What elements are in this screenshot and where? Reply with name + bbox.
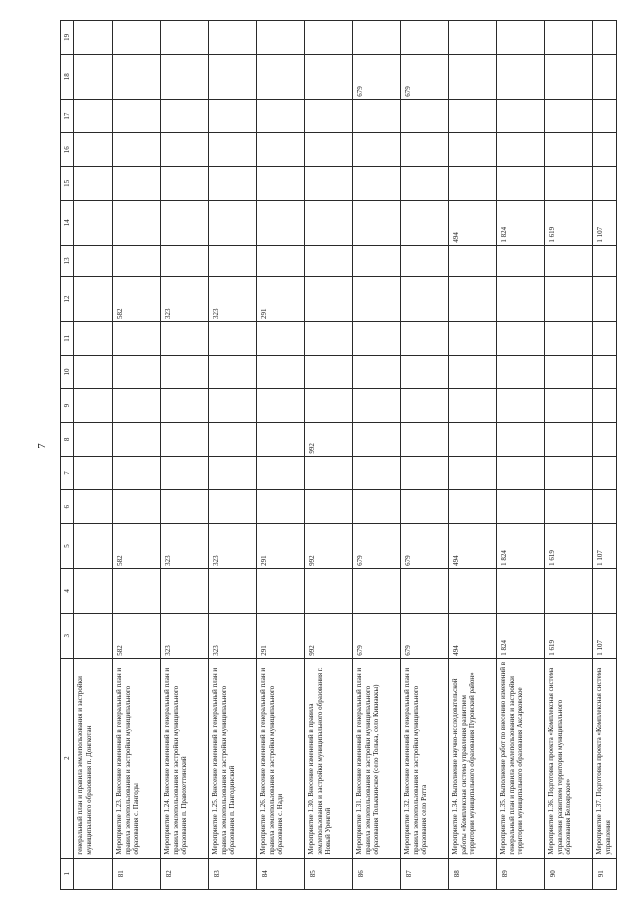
value-cell: 679 xyxy=(401,54,449,99)
value-cell xyxy=(305,277,353,322)
measure-description: Мероприятие 1.36. Подготовка проекта «Комплексная система управления развитием территории муниципального образования Белоярское» xyxy=(545,658,593,858)
value-cell: 992 xyxy=(305,524,353,569)
value-cell xyxy=(449,568,497,613)
value-cell xyxy=(497,490,545,524)
value-cell xyxy=(161,456,209,490)
value-cell xyxy=(353,423,401,457)
column-header: 18 xyxy=(61,54,74,99)
column-header: 1 xyxy=(61,858,74,889)
column-header: 17 xyxy=(61,99,74,133)
value-cell: 582 xyxy=(113,613,161,658)
column-header: 5 xyxy=(61,524,74,569)
value-cell xyxy=(257,133,305,167)
value-cell xyxy=(113,99,161,133)
value-cell xyxy=(209,456,257,490)
measure-description: Мероприятие 1.32. Внесение изменений в генеральный план и правила землепользования и застройки муниципального образования село Ратта xyxy=(401,658,449,858)
value-cell xyxy=(113,321,161,355)
value-cell xyxy=(74,423,113,457)
column-header: 10 xyxy=(61,355,74,389)
value-cell xyxy=(593,21,617,55)
value-cell xyxy=(545,21,593,55)
row-number: 87 xyxy=(401,858,449,889)
value-cell xyxy=(593,389,617,423)
value-cell xyxy=(74,389,113,423)
value-cell xyxy=(257,568,305,613)
value-cell: 1 824 xyxy=(497,200,545,245)
column-header: 8 xyxy=(61,423,74,457)
value-cell xyxy=(74,133,113,167)
measure-description: Мероприятие 1.24. Внесение изменений в генеральный план и правила землепользования и застройки муниципального образования п. Правохеттинский xyxy=(161,658,209,858)
value-cell xyxy=(401,167,449,201)
value-cell xyxy=(593,167,617,201)
value-cell xyxy=(74,524,113,569)
value-cell xyxy=(257,245,305,276)
value-cell xyxy=(305,355,353,389)
value-cell xyxy=(209,54,257,99)
value-cell: 679 xyxy=(401,613,449,658)
value-cell xyxy=(305,99,353,133)
value-cell xyxy=(401,389,449,423)
value-cell xyxy=(401,277,449,322)
value-cell xyxy=(497,99,545,133)
value-cell xyxy=(257,54,305,99)
value-cell xyxy=(113,423,161,457)
row-number: 84 xyxy=(257,858,305,889)
value-cell xyxy=(545,423,593,457)
value-cell xyxy=(353,568,401,613)
value-cell: 494 xyxy=(449,613,497,658)
value-cell xyxy=(161,21,209,55)
value-cell xyxy=(593,99,617,133)
value-cell xyxy=(161,245,209,276)
row-number: 83 xyxy=(209,858,257,889)
value-cell xyxy=(449,133,497,167)
value-cell xyxy=(209,355,257,389)
value-cell xyxy=(74,355,113,389)
value-cell xyxy=(161,423,209,457)
value-cell xyxy=(305,133,353,167)
table-row xyxy=(497,21,545,890)
value-cell xyxy=(497,133,545,167)
value-cell xyxy=(353,99,401,133)
value-cell xyxy=(209,99,257,133)
value-cell: 992 xyxy=(305,613,353,658)
row-number: 85 xyxy=(305,858,353,889)
value-cell xyxy=(161,355,209,389)
value-cell xyxy=(593,277,617,322)
value-cell xyxy=(545,277,593,322)
value-cell xyxy=(497,456,545,490)
column-header: 12 xyxy=(61,277,74,322)
value-cell xyxy=(257,321,305,355)
value-cell xyxy=(449,167,497,201)
value-cell xyxy=(545,321,593,355)
value-cell xyxy=(209,21,257,55)
column-header: 13 xyxy=(61,245,74,276)
value-cell: 323 xyxy=(161,524,209,569)
value-cell xyxy=(353,133,401,167)
row-number: 89 xyxy=(497,858,545,889)
value-cell xyxy=(353,200,401,245)
value-cell xyxy=(74,490,113,524)
value-cell xyxy=(497,355,545,389)
value-cell xyxy=(74,568,113,613)
value-cell xyxy=(113,355,161,389)
value-cell: 1 619 xyxy=(545,200,593,245)
value-cell xyxy=(113,490,161,524)
table-header-row xyxy=(61,21,74,890)
value-cell xyxy=(74,99,113,133)
value-cell xyxy=(257,355,305,389)
value-cell xyxy=(74,456,113,490)
value-cell: 1 619 xyxy=(545,524,593,569)
value-cell xyxy=(353,21,401,55)
value-cell: 1 824 xyxy=(497,524,545,569)
column-header: 3 xyxy=(61,613,74,658)
value-cell xyxy=(209,490,257,524)
value-cell xyxy=(545,245,593,276)
row-number xyxy=(74,858,113,889)
value-cell xyxy=(113,389,161,423)
value-cell xyxy=(593,321,617,355)
value-cell xyxy=(113,200,161,245)
value-cell: 323 xyxy=(161,277,209,322)
value-cell xyxy=(545,355,593,389)
value-cell xyxy=(113,245,161,276)
value-cell xyxy=(305,21,353,55)
value-cell xyxy=(545,99,593,133)
value-cell xyxy=(401,21,449,55)
value-cell xyxy=(113,21,161,55)
value-cell xyxy=(113,133,161,167)
page-number: 7 xyxy=(35,443,48,449)
value-cell xyxy=(353,490,401,524)
value-cell: 323 xyxy=(209,613,257,658)
value-cell xyxy=(113,456,161,490)
value-cell xyxy=(497,389,545,423)
value-cell xyxy=(209,423,257,457)
value-cell xyxy=(449,54,497,99)
value-cell xyxy=(353,456,401,490)
value-cell xyxy=(74,277,113,322)
value-cell xyxy=(401,99,449,133)
value-cell: 1 824 xyxy=(497,613,545,658)
value-cell: 494 xyxy=(449,200,497,245)
value-cell: 1 619 xyxy=(545,613,593,658)
row-number: 86 xyxy=(353,858,401,889)
value-cell xyxy=(257,490,305,524)
value-cell xyxy=(161,200,209,245)
budget-table xyxy=(60,20,617,890)
value-cell xyxy=(257,389,305,423)
value-cell xyxy=(305,167,353,201)
column-header: 11 xyxy=(61,321,74,355)
value-cell xyxy=(497,21,545,55)
value-cell: 679 xyxy=(353,613,401,658)
value-cell xyxy=(401,200,449,245)
value-cell: 992 xyxy=(305,423,353,457)
value-cell xyxy=(305,389,353,423)
row-number: 81 xyxy=(113,858,161,889)
column-header: 9 xyxy=(61,389,74,423)
value-cell xyxy=(113,167,161,201)
value-cell xyxy=(161,568,209,613)
table-row xyxy=(209,21,257,890)
value-cell xyxy=(74,167,113,201)
row-number: 90 xyxy=(545,858,593,889)
value-cell: 1 107 xyxy=(593,524,617,569)
value-cell xyxy=(545,568,593,613)
value-cell xyxy=(593,355,617,389)
value-cell: 291 xyxy=(257,277,305,322)
value-cell xyxy=(74,321,113,355)
column-header: 14 xyxy=(61,200,74,245)
value-cell: 323 xyxy=(209,277,257,322)
measure-description: Мероприятие 1.34. Выполнение научно-исследовательской работы «Комплексная система управления развитием территории муниципального образования Пуровский район» xyxy=(449,658,497,858)
measure-description: Мероприятие 1.35. Выполнение работ по внесению изменений в генеральный план и правила землепользования и застройки территории муниципального образования Аксарковское xyxy=(497,658,545,858)
table-row xyxy=(74,21,113,890)
value-cell: 679 xyxy=(353,524,401,569)
column-header: 16 xyxy=(61,133,74,167)
value-cell xyxy=(497,167,545,201)
value-cell xyxy=(209,167,257,201)
value-cell: 494 xyxy=(449,524,497,569)
value-cell xyxy=(545,490,593,524)
value-cell xyxy=(209,389,257,423)
value-cell xyxy=(593,54,617,99)
value-cell xyxy=(74,21,113,55)
value-cell xyxy=(74,245,113,276)
value-cell xyxy=(545,54,593,99)
value-cell xyxy=(545,133,593,167)
value-cell xyxy=(305,321,353,355)
column-header: 6 xyxy=(61,490,74,524)
value-cell xyxy=(305,245,353,276)
value-cell xyxy=(593,456,617,490)
value-cell xyxy=(593,245,617,276)
value-cell xyxy=(545,456,593,490)
table-row xyxy=(353,21,401,890)
value-cell: 582 xyxy=(113,277,161,322)
measure-description: Мероприятие 1.31. Внесение изменений в генеральный план и правила землепользования и застройки муниципального образования Тольккинское (село Толька, село Кикиаккы) xyxy=(353,658,401,858)
value-cell xyxy=(545,389,593,423)
value-cell xyxy=(161,389,209,423)
value-cell xyxy=(449,245,497,276)
column-header: 19 xyxy=(61,21,74,55)
value-cell xyxy=(257,167,305,201)
value-cell xyxy=(401,456,449,490)
rotated-page xyxy=(60,20,612,890)
value-cell xyxy=(449,21,497,55)
value-cell xyxy=(449,355,497,389)
measure-description: Мероприятие 1.25. Внесение изменений в генеральный план и правила землепользования и застройки муниципального образования п. Пангодинский xyxy=(209,658,257,858)
value-cell xyxy=(161,54,209,99)
value-cell: 582 xyxy=(113,524,161,569)
value-cell xyxy=(401,490,449,524)
value-cell: 323 xyxy=(161,613,209,658)
value-cell xyxy=(74,200,113,245)
value-cell xyxy=(353,277,401,322)
value-cell xyxy=(497,321,545,355)
value-cell xyxy=(161,167,209,201)
value-cell xyxy=(257,456,305,490)
value-cell xyxy=(209,200,257,245)
measure-description: Мероприятие 1.23. Внесение изменений в генеральный план и правила землепользования и застройки муниципального образования с. Пангоды xyxy=(113,658,161,858)
value-cell: 1 107 xyxy=(593,613,617,658)
value-cell: 679 xyxy=(401,524,449,569)
value-cell xyxy=(449,456,497,490)
table-row xyxy=(545,21,593,890)
value-cell xyxy=(449,490,497,524)
value-cell xyxy=(497,54,545,99)
column-header: 7 xyxy=(61,456,74,490)
column-header: 15 xyxy=(61,167,74,201)
table-row xyxy=(305,21,353,890)
value-cell: 1 107 xyxy=(593,200,617,245)
value-cell xyxy=(401,355,449,389)
value-cell xyxy=(593,490,617,524)
value-cell xyxy=(593,568,617,613)
table-row xyxy=(401,21,449,890)
table-row xyxy=(161,21,209,890)
value-cell xyxy=(449,321,497,355)
value-cell xyxy=(113,54,161,99)
value-cell xyxy=(209,321,257,355)
value-cell xyxy=(74,613,113,658)
value-cell xyxy=(161,99,209,133)
value-cell xyxy=(497,245,545,276)
value-cell xyxy=(497,423,545,457)
value-cell xyxy=(257,99,305,133)
value-cell xyxy=(449,389,497,423)
value-cell xyxy=(209,568,257,613)
value-cell xyxy=(305,200,353,245)
value-cell xyxy=(401,423,449,457)
value-cell xyxy=(353,245,401,276)
value-cell xyxy=(74,54,113,99)
value-cell: 323 xyxy=(209,524,257,569)
value-cell xyxy=(257,200,305,245)
value-cell: 291 xyxy=(257,613,305,658)
table-row xyxy=(593,21,617,890)
value-cell xyxy=(305,490,353,524)
value-cell xyxy=(449,277,497,322)
measure-description: Мероприятие 1.30. Внесение изменений в правила землепользования и застройки муниципального образования г. Новый Уренгой xyxy=(305,658,353,858)
value-cell xyxy=(545,167,593,201)
value-cell xyxy=(449,99,497,133)
value-cell xyxy=(113,568,161,613)
value-cell: 291 xyxy=(257,524,305,569)
value-cell xyxy=(497,277,545,322)
value-cell xyxy=(209,133,257,167)
value-cell xyxy=(209,245,257,276)
row-number: 88 xyxy=(449,858,497,889)
value-cell xyxy=(353,167,401,201)
table-row xyxy=(449,21,497,890)
value-cell xyxy=(257,21,305,55)
column-header: 4 xyxy=(61,568,74,613)
value-cell xyxy=(353,321,401,355)
value-cell xyxy=(161,133,209,167)
row-number: 82 xyxy=(161,858,209,889)
value-cell xyxy=(161,490,209,524)
value-cell xyxy=(593,133,617,167)
value-cell xyxy=(305,568,353,613)
table-row xyxy=(257,21,305,890)
measure-description: Мероприятие 1.26. Внесение изменений в генеральный план и правила землепользования и застройки муниципального образования с. Нади xyxy=(257,658,305,858)
measure-description: генеральный план и правила землепользования и застройки муниципального образования п. Донгкотан xyxy=(74,658,113,858)
value-cell xyxy=(161,321,209,355)
row-number: 91 xyxy=(593,858,617,889)
measure-description: Мероприятие 1.37. Подготовка проекта «Комплексная система управления xyxy=(593,658,617,858)
value-cell xyxy=(401,321,449,355)
value-cell xyxy=(401,133,449,167)
value-cell xyxy=(449,423,497,457)
value-cell xyxy=(305,54,353,99)
value-cell xyxy=(353,389,401,423)
value-cell xyxy=(593,423,617,457)
value-cell xyxy=(401,568,449,613)
value-cell xyxy=(497,568,545,613)
value-cell xyxy=(257,423,305,457)
table-row xyxy=(113,21,161,890)
value-cell xyxy=(305,456,353,490)
column-header: 2 xyxy=(61,658,74,858)
value-cell xyxy=(353,355,401,389)
value-cell xyxy=(401,245,449,276)
value-cell: 679 xyxy=(353,54,401,99)
